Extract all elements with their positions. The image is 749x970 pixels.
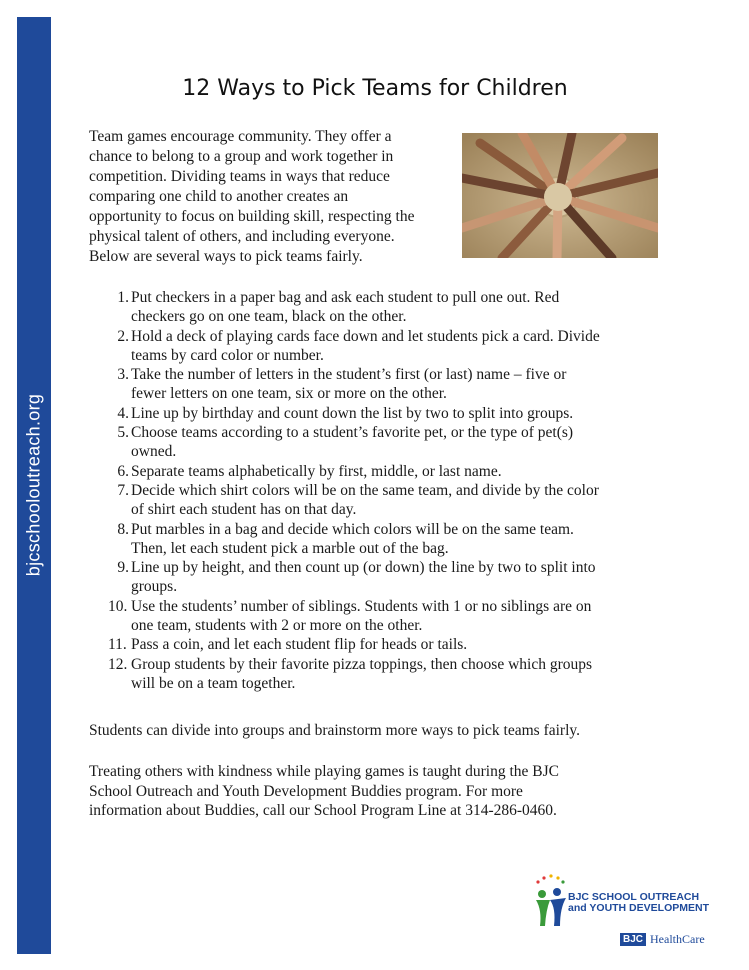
list-item	[89, 520, 669, 559]
page-title: 12 Ways to Pick Teams for Children	[182, 76, 568, 101]
bjc-box: BJC	[620, 933, 646, 946]
item-text: Separate teams alphabetically by first, middle, or last name.	[131, 462, 502, 480]
item-text: owned.	[131, 443, 177, 461]
list-item	[89, 558, 669, 597]
buddies-line: School Outreach and Youth Development Buddies program. For more	[89, 782, 523, 800]
intro-line: chance to belong to a group and work together in	[89, 148, 394, 165]
item-number: 3.	[117, 366, 129, 384]
intro-paragraph	[89, 127, 449, 267]
list-item	[89, 462, 669, 481]
intro-line: Below are several ways to pick teams fairly.	[89, 248, 363, 265]
item-number: 9.	[117, 559, 129, 577]
list-item	[89, 365, 669, 404]
item-number: 1.	[117, 289, 129, 306]
item-number: 8.	[117, 520, 129, 538]
item-text: Put marbles in a bag and decide which colors will be on the same team.	[131, 520, 574, 538]
item-text: one team, students with 2 or more on the other.	[131, 617, 423, 635]
list-item	[89, 423, 669, 462]
brainstorm-paragraph: Students can divide into groups and brainstorm more ways to pick teams fairly.	[89, 722, 581, 739]
list-item	[89, 655, 669, 694]
item-text: Then, let each student pick a marble out of the bag.	[131, 539, 449, 557]
item-number: 10.	[108, 597, 128, 615]
logo-line1: BJC SCHOOL OUTREACH	[568, 891, 700, 903]
item-text: Put checkers in a paper bag and ask each student to pull one out. Red	[131, 289, 560, 306]
intro-line: Team games encourage community. They offer a	[89, 128, 392, 145]
item-text: checkers go on one team, black on the other.	[131, 308, 407, 326]
logo-line2: and YOUTH DEVELOPMENT	[568, 902, 709, 914]
item-number: 12.	[108, 655, 128, 673]
intro-line: opportunity to focus on building skill, respecting the	[89, 208, 415, 225]
bjc-healthcare-logo	[620, 932, 705, 947]
list-item	[89, 327, 669, 366]
ways-list	[89, 288, 669, 693]
item-text: Use the students’ number of siblings. Students with 1 or no siblings are on	[131, 597, 592, 615]
buddies-paragraph	[89, 762, 669, 821]
buddies-line: information about Buddies, call our School Program Line at 314-286-0460.	[89, 802, 557, 819]
item-text: Group students by their favorite pizza toppings, then choose which groups	[131, 655, 593, 673]
item-text: Line up by birthday and count down the list by two to split into groups.	[131, 404, 574, 422]
healthcare-text: HealthCare	[650, 932, 705, 946]
item-text: Choose teams according to a student’s favorite pet, or the type of pet(s)	[131, 424, 574, 442]
intro-line: comparing one child to another creates an	[89, 188, 349, 205]
item-number: 4.	[117, 404, 129, 422]
logo-figures-icon	[530, 870, 570, 930]
list-item	[89, 635, 669, 654]
item-text: Take the number of letters in the student’s first (or last) name – five or	[131, 366, 567, 384]
item-number: 7.	[117, 481, 129, 499]
list-item	[89, 288, 669, 327]
item-text: Decide which shirt colors will be on the same team, and divide by the color	[131, 481, 599, 499]
item-text: fewer letters on one team, six or more on the other.	[131, 385, 447, 403]
item-number: 11.	[108, 636, 127, 654]
logo-name	[568, 892, 709, 914]
item-text: will be on a team together.	[131, 674, 296, 692]
hands-circle-photo	[462, 133, 658, 258]
list-item	[89, 481, 669, 520]
website-url: bjcschooloutreach.org	[23, 393, 44, 577]
item-text: Line up by height, and then count up (or down) the line by two to split into	[131, 559, 596, 577]
buddies-line: Treating others with kindness while playing games is taught during the BJC	[89, 763, 559, 780]
item-text: teams by card color or number.	[131, 346, 324, 364]
item-number: 2.	[117, 327, 129, 345]
item-text: of shirt each student has on that day.	[131, 501, 357, 519]
item-number: 6.	[117, 462, 129, 480]
bjc-logo	[530, 870, 720, 952]
item-text: Hold a deck of playing cards face down and let students pick a card. Divide	[131, 327, 600, 345]
intro-line: competition. Dividing teams in ways that reduce	[89, 168, 390, 185]
item-text: Pass a coin, and let each student flip for heads or tails.	[131, 636, 468, 654]
item-text: groups.	[131, 578, 178, 596]
item-number: 5.	[117, 424, 129, 442]
intro-line: physical talent of others, and including everyone.	[89, 228, 395, 245]
list-item	[89, 597, 669, 636]
list-item	[89, 404, 669, 423]
